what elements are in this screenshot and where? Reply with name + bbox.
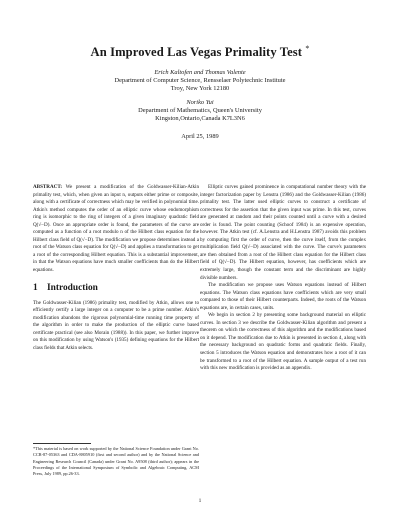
- right-paragraph-1: Elliptic curves gained prominence in computational number theory with the integer factorization paper by Lenstra (1986) and the Goldwasser-Kilian (1986) primality test. The latter used elliptic curves to construct a certificate of correctness for the assertion that the given input was prime. In this test, curves are generated at random and their points counted until a curve with a desired order is found. The point counting (Schoof 1984) is an expensive operation, however. The Atkin test (cf. A.Lenstra and H.Lenstra 1987) avoids this problem by computing first the order of curve, then the curve itself, from the complex multiplication field Q(√−D) associated with the curve. The curve's parameters are then obtained from a root of the Hilbert class equation for the Hilbert class field of Q(√−D). The Hilbert equation, however, has coefficients which are extremely large, though the constant term and the discriminant are highly divisible numbers.: [200, 184, 366, 281]
- affiliation-2: Department of Mathematics, Queen's University: [138, 107, 262, 114]
- paper-date: April 25, 1989: [181, 133, 219, 140]
- right-paragraph-3: We begin in section 2 by presenting some background material on elliptic curves. In section 3 we describe the Goldwasser-Kilian algorithm and present a theorem on which the correctness of this algorithm and the modifications based on it depend. The modification due to Atkin is presented in section 4, along with the necessary background on quadratic forms and quadratic fields. Finally, section 5 introduces the Watson equation and demonstrates how a root of it can be transformed to a root of the Hilbert equation. A sample output of a test run with this new modification is provided as an appendix.: [200, 312, 366, 372]
- author-2: Noriko Yui: [186, 99, 214, 106]
- footnote: *This material is based on work supported by the National Science Foundation under Grant No. CCR-87-05363 and CDA-8805910 (first and second author) and by the National Science and Engineering Research Council (Canada) under Grant No. A9508 (third author); appears in the Proceedings of the International Symposium of Symbolic and Algebraic Computing, ACM Press, July 1989, pp.26-33.: [33, 446, 199, 477]
- affiliation-1: Department of Computer Science, Rensselaer Polytechnic Institute: [114, 77, 286, 84]
- abstract-text: We present a modification of the Goldwasser-Kilian-Atkin primality test, which, when given an input n, outputs either prime or composite, along with a certificate of correctness which may be verified in polynomial time. Atkin's method computes the order of an elliptic curve whose endomorphism ring is isomorphic to the ring of integers of a given imaginary quadratic field Q(√−D). Once an appropriate order is found, the parameters of the curve are computed as a function of a root modulo n of the Hilbert class equation for the Hilbert class field of Q(√−D). The modification we propose determines instead a root of the Watson class equation for Q(√−D) and applies a transformation to get a root of the corresponding Hilbert equation. This is a substantial improvement, in that the Watson equations have much smaller coefficients than do the Hilbert equations.: [33, 184, 199, 274]
- abstract: [33, 184, 199, 275]
- right-column: [200, 184, 366, 373]
- page-number: 1: [198, 498, 202, 504]
- paper-title: [0, 44, 400, 60]
- abstract-label: ABSTRACT:: [33, 184, 63, 190]
- section-title: Introduction: [47, 282, 98, 293]
- authors: Erich Kaltofen and Thomas Valente: [154, 69, 246, 76]
- section-heading-introduction: [33, 282, 199, 294]
- right-paragraph-2: The modification we propose uses Watson equations instead of Hilbert equations. The Watson class equations have coefficients which are very small compared to those of their Hilbert counterparts. Indeed, the roots of the Watson equations are, in certain cases, units.: [200, 282, 366, 311]
- intro-paragraph: The Goldwasser-Kilian (1986) primality test, modified by Atkin, allows one to efficiently certify a large integer on a computer to be a prime number. Atkin's modification abandons the rigorous polynomial-time running time property of the algorithm in order to make the production of the elliptic curve based certificate practical (see also Morain (1988)). In this paper, we further improve on this modification by using Watson's (1935) defining equations for the Hilbert class fields that Atkin selects.: [33, 299, 199, 351]
- footnote-rule: [33, 443, 91, 444]
- title-footnote-mark: *: [305, 44, 310, 53]
- affiliation-2-address: Kingston,Ontario,Canada K7L3N6: [155, 115, 245, 122]
- left-column: [33, 184, 199, 352]
- section-number: 1: [33, 282, 38, 293]
- paper-title-text: An Improved Las Vegas Primality Test: [90, 45, 303, 60]
- affiliation-1-address: Troy, New York 12180: [170, 85, 230, 92]
